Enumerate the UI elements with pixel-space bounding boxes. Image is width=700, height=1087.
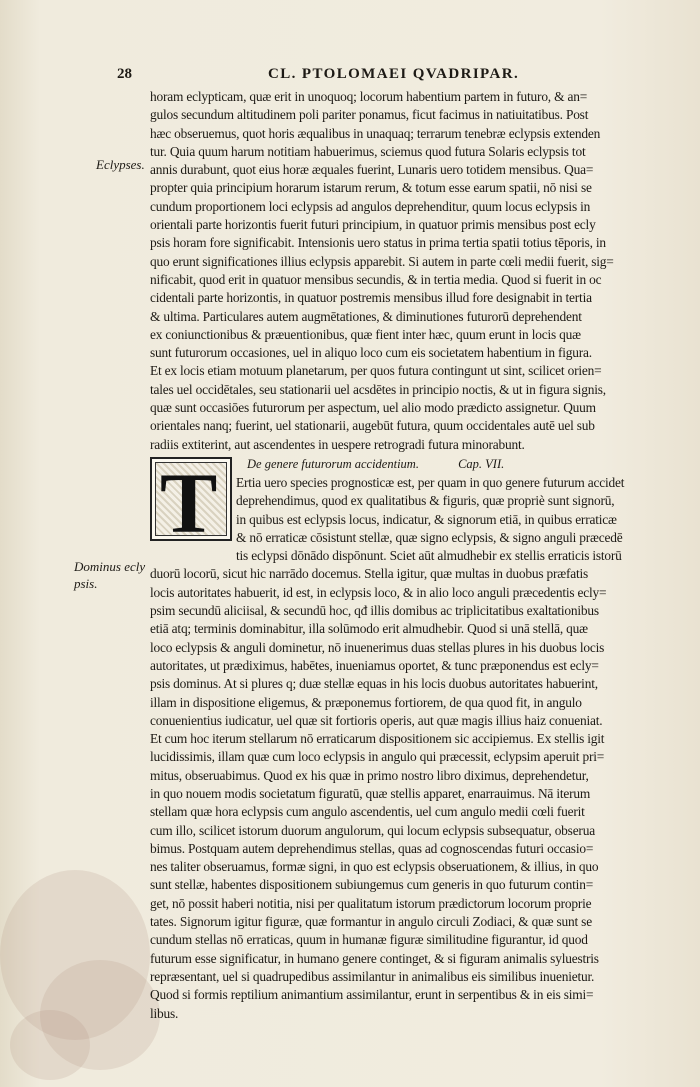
text-line: duorū locorū, sicut hic narrādo docemus. Stella igitur, quæ multas in duobus præfatis bbox=[150, 566, 589, 582]
text-line: in quibus est eclypsis locus, indicatur, & signorum etiā, in quibus erraticæ bbox=[236, 511, 617, 527]
chapter-title bbox=[150, 454, 670, 474]
chapter-title-text: De genere futurorum accidentium. bbox=[247, 456, 419, 471]
text-line: radiis extiterint, aut ascendentes in uespere retrogradi futura minorabunt. bbox=[150, 436, 525, 452]
text-line: libus. bbox=[150, 1005, 179, 1021]
text-line: Et ex locis etiam motuum planetarum, per quos futura contingunt ut sint, scilicet orien= bbox=[150, 363, 602, 379]
text-line: tis eclypsi dōnādo dispōnunt. Sciet aūt almudhebir ex stellis erraticis istorū bbox=[236, 548, 622, 564]
text-line: stellam quæ hora eclypsis cum angulo ascendentis, uel cum angulo medii cœli fuerit bbox=[150, 804, 585, 820]
text-line: hæc obseruemus, quot horis æqualibus in unaquaq; terrarum tenebræ eclypsis extenden bbox=[150, 125, 601, 141]
text-line: quo erunt significationes illius eclypsis apparebit. Si autem in parte cœli medii fuerit, sig= bbox=[150, 253, 614, 269]
text-line: illam in dispositione eligemus, & præponemus fortiorem, de qua quod fit, in angulo bbox=[150, 694, 582, 710]
text-line: quæ sunt occasiōes futurorum per aspectum, uel alio modo prædicto assignetur. Quum bbox=[150, 400, 596, 416]
paragraph-2 bbox=[150, 565, 670, 1022]
paragraph-1 bbox=[150, 88, 670, 454]
text-line: & nō erraticæ cōsistunt stellæ, quæ signo eclypsis, & signo anguli præcedē bbox=[236, 529, 623, 545]
initial-letter: T bbox=[160, 455, 218, 551]
text-line: ex coniunctionibus & præuentionibus, quæ fient inter hæc, quum erunt in locis quæ bbox=[150, 326, 581, 342]
text-line: futurum esse significatur, in humano genere continget, & si figuram animalis syluestris bbox=[150, 950, 599, 966]
text-line: & ultima. Particulares autem augmētationes, & diminutiones futurorū deprehendent bbox=[150, 308, 582, 324]
text-line: deprehendimus, quod ex qualitatibus & figuris, quæ propriè sunt signorū, bbox=[236, 493, 615, 509]
text-line: tates. Signorum igitur figuræ, quæ formantur in angulo circuli Zodiaci, & quæ sunt se bbox=[150, 914, 592, 930]
page-number: 28 bbox=[117, 66, 132, 82]
paragraph-2-indented bbox=[150, 474, 670, 565]
text-line: etiā atq; terminis dominabitur, illa solūmodo erit almudhebir. Quod si unā stellā, quæ bbox=[150, 621, 588, 637]
text-line: get, nō possit haberi notitia, nisi per qualitatum istorum prædictorum locorum proprie bbox=[150, 895, 592, 911]
margin-note-dominus-line2: psis. bbox=[74, 576, 98, 591]
text-line: Et cum hoc iterum stellarum nō erraticarum dispositionem sic accipiemus. Ex stellis igit bbox=[150, 731, 605, 747]
text-line: autoritates, ut prædiximus, habētes, inueniamus oportet, & tunc præponendus est ecly= bbox=[150, 657, 599, 673]
running-head: CL. PTOLOMAEI QVADRIPAR. bbox=[268, 66, 520, 82]
text-line: tur. Quia quum harum notitiam habuerimus, sciemus quod futura Solaris eclypsis tot bbox=[150, 143, 586, 159]
text-line: cum illo, scilicet istorum duorum angulorum, qui locum eclypsis subsequatur, obserua bbox=[150, 822, 595, 838]
text-line: psim secundū aliciisal, & secundū hoc, qđ illis domibus ac triplicitatibus exaltationibus bbox=[150, 603, 599, 619]
text-line: conuenientius iudicatur, uel quæ sit fortioris operis, aut quæ magis illius haiz conueniat. bbox=[150, 712, 603, 728]
page-header bbox=[0, 66, 700, 90]
text-line: Quod si formis reptilium animantium assimilantur, erunt in serpentibus & in eis simi= bbox=[150, 987, 594, 1003]
text-line: cidentali parte horizontis, in quatuor postremis mensibus illud fore designabit in tertia bbox=[150, 290, 592, 306]
text-block bbox=[150, 88, 670, 1023]
text-line: lucidissimis, illam quæ cum loco eclypsis in angulo qui præcessit, eclypsim aperuit pri= bbox=[150, 749, 605, 765]
text-line: sunt stellæ, habentes dispositionem subiungemus cum generis in quo futurum contin= bbox=[150, 877, 594, 893]
text-line: orientales nanq; fuerint, uel stationarii, augebūt futura, quum occidentales autē uel sub bbox=[150, 418, 595, 434]
text-line: cundum proportionem loci eclypsis ad angulos deprehenditur, quum locus eclypsis in bbox=[150, 198, 591, 214]
text-line: sunt futurorum occasiones, uel in aliquo loco cum eis societatem habentium in figura. bbox=[150, 345, 592, 361]
text-line: bimus. Postquam autem deprehendimus stellas, quas ad cognoscendas futuri occasio= bbox=[150, 840, 594, 856]
chapter-number: Cap. VII. bbox=[458, 456, 505, 471]
text-line: in quo nouem modis societatum figuratū, quæ stellis apparet, enarrauimus. Nā iterum bbox=[150, 785, 591, 801]
text-line: mitus, obseruabimus. Quod ex his quæ in primo nostro libro diximus, deprehendetur, bbox=[150, 767, 589, 783]
text-line: locis autoritates habuerit, id est, in eclypsis loco, & in alio loco anguli præcedentis ecly= bbox=[150, 584, 607, 600]
text-line: tales uel occidētales, seu stationarii uel acsdētes in principio noctis, & ut in figura signis, bbox=[150, 381, 606, 397]
text-line: annis durabunt, quot eius horæ æquales fuerint, Lunaris uero totidem mensibus. Qua= bbox=[150, 162, 594, 178]
text-line: repræsentant, uel si quadrupedibus assimilantur in animalibus eis similibus inuenietur. bbox=[150, 968, 595, 984]
text-line: cundum stellas nō erraticas, quum in humanæ figuræ similitudine figurantur, id quod bbox=[150, 932, 588, 948]
text-line: Ertia uero species prognosticæ est, per quam in quo genere futurum accidet bbox=[236, 474, 625, 490]
text-line: loco eclypsis & anguli dominetur, nō inuenerimus duas stellas plures in his duobus locis bbox=[150, 639, 605, 655]
text-line: nificabit, quod erit in quatuor mensibus secundis, & in tertia media. Quod si fuerit in oc bbox=[150, 271, 602, 287]
margin-note-eclypses: Eclypses. bbox=[96, 157, 145, 172]
text-line: gulos secundum altitudinem poli pariter ponamus, ficut facimus in natiuitatibus. Post bbox=[150, 107, 589, 123]
text-line: psis dominus. At si plures q; duæ stellæ equas in his locis duobus autoritates habuerint, bbox=[150, 676, 598, 692]
text-line: nes taliter obseruamus, formæ signi, in quo est eclypsis obseruationem, & illius, in quo bbox=[150, 859, 599, 875]
text-line: horam eclypticam, quæ erit in unoquoq; locorum habentium partem in futuro, & an= bbox=[150, 89, 588, 104]
paper-stain bbox=[10, 1010, 90, 1080]
text-line: psis horam fore significabit. Intensionis uero status in prima tertia spatii totius tēporis, in bbox=[150, 235, 606, 251]
margin-note-dominus-line1: Dominus ecly bbox=[74, 559, 146, 574]
text-line: propter quia principium horarum istarum rerum, & totum esse earum spatii, nō nisi se bbox=[150, 180, 592, 196]
text-line: orientali parte horizontis fuerit futuri principium, in quatuor primis mensibus post ecly bbox=[150, 217, 596, 233]
